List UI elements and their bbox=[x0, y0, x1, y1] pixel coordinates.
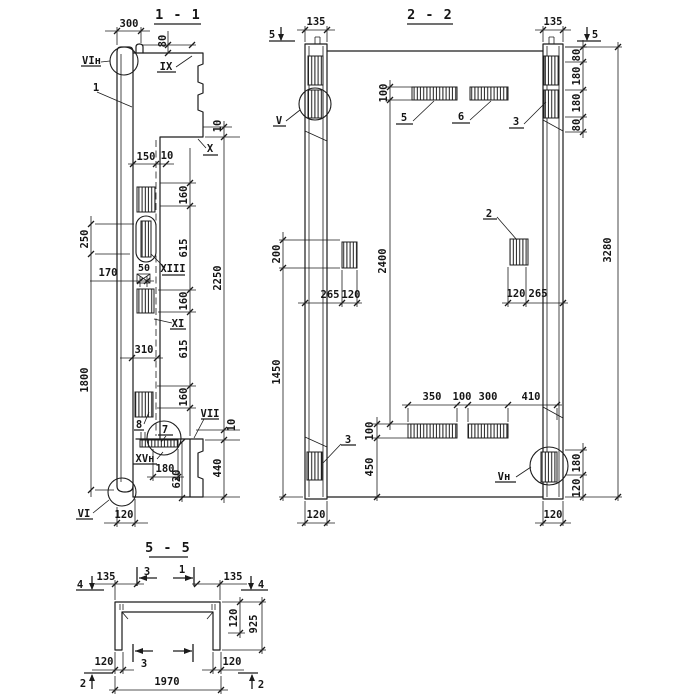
dim-line-120-265-right bbox=[502, 267, 568, 307]
cut-1-top-label: 1 bbox=[178, 564, 186, 576]
dim-300: 300 bbox=[119, 18, 139, 30]
embed-hatch-right-top-2 bbox=[544, 90, 559, 118]
dim-chain-100-450 bbox=[373, 417, 408, 501]
label-x: X bbox=[206, 143, 214, 155]
dim-100-bottom: 100 bbox=[364, 421, 376, 441]
dim-1800: 1800 bbox=[79, 367, 91, 393]
label-xi: XI bbox=[171, 318, 185, 330]
dim-chain-350-100-300-410 bbox=[402, 405, 562, 422]
embed-strip-bottom-2 bbox=[468, 424, 508, 438]
dim-615-b: 615 bbox=[178, 339, 190, 359]
detail-circle-vi-n bbox=[110, 47, 138, 75]
dim-chain-left bbox=[91, 216, 134, 497]
dim-chain-right-inner bbox=[157, 148, 196, 436]
dim-160-b: 160 bbox=[178, 291, 190, 311]
dim-620: 620 bbox=[171, 469, 183, 489]
dim-3280: 3280 bbox=[602, 237, 614, 263]
section-1-1-title: 1 - 1 bbox=[155, 7, 201, 23]
dim-10-mid: 10 bbox=[226, 418, 238, 432]
cut-3-bottom-label: 3 bbox=[140, 658, 148, 670]
dim-410: 410 bbox=[521, 391, 541, 403]
dim-135-left: 135 bbox=[96, 571, 116, 583]
embed-strip-bottom-1 bbox=[408, 424, 457, 438]
dim-50: 50 bbox=[137, 263, 151, 274]
dim-ticks bbox=[112, 581, 265, 693]
label-pos-8: 8 bbox=[135, 419, 143, 431]
dim-1970: 1970 bbox=[154, 676, 180, 688]
channel-outline bbox=[115, 602, 220, 650]
label-xv-n: XVн bbox=[135, 453, 155, 465]
lifting-tab bbox=[136, 44, 143, 53]
embed-hatch-left-top-2 bbox=[308, 90, 323, 118]
dim-440: 440 bbox=[212, 458, 224, 478]
dim-135-right: 135 bbox=[543, 16, 563, 28]
dim-265-left: 265 bbox=[320, 289, 340, 301]
dim-180: 180 bbox=[155, 463, 175, 475]
dim-135-right: 135 bbox=[223, 571, 243, 583]
dim-80-a: 80 bbox=[571, 48, 583, 62]
cut-marker-5-lines bbox=[269, 27, 601, 41]
dim-180-b: 180 bbox=[571, 93, 583, 113]
label-vi-n: VIн bbox=[82, 55, 101, 67]
dim-120: 120 bbox=[114, 509, 134, 521]
dim-100-mid: 100 bbox=[452, 391, 472, 403]
dim-200: 200 bbox=[271, 244, 283, 264]
dim-925: 925 bbox=[248, 614, 260, 634]
label-pos-7: 7 bbox=[161, 424, 169, 436]
dim-120-br: 120 bbox=[543, 509, 563, 521]
dim-2400: 2400 bbox=[377, 248, 389, 274]
section-2-2-view bbox=[269, 7, 622, 526]
label-v-n: Vн bbox=[497, 471, 511, 483]
cut-2-right-label: 2 bbox=[257, 679, 265, 691]
embed-plate-hatch bbox=[137, 289, 154, 313]
dim-120-top: 120 bbox=[228, 608, 240, 628]
dim-120-rb: 120 bbox=[571, 478, 583, 498]
dim-2250: 2250 bbox=[212, 265, 224, 291]
dim-615-a: 615 bbox=[178, 238, 190, 258]
dim-265-right: 265 bbox=[528, 288, 548, 300]
label-vii: VII bbox=[200, 408, 220, 420]
dim-180-rb: 180 bbox=[571, 453, 583, 473]
dim-180-a: 180 bbox=[571, 66, 583, 86]
cut-4-left-label: 4 bbox=[76, 579, 84, 591]
label-pos-5: 5 bbox=[400, 112, 408, 124]
dim-150: 150 bbox=[136, 151, 156, 163]
oval-recess-hatch bbox=[141, 221, 151, 257]
dim-120-bl: 120 bbox=[94, 656, 114, 668]
section-1-1-view bbox=[76, 7, 240, 527]
section-5-5-title: 5 - 5 bbox=[145, 540, 191, 556]
embed-plate-hatch bbox=[135, 392, 153, 417]
embed-hatch-right-top-1 bbox=[544, 56, 559, 85]
embed-hatch-left-top-1 bbox=[308, 56, 323, 85]
dim-120-right: 120 bbox=[506, 288, 526, 300]
dim-250: 250 bbox=[79, 229, 91, 249]
section-2-2-title: 2 - 2 bbox=[407, 7, 453, 23]
cut-2-left-label: 2 bbox=[79, 678, 87, 690]
panel-bottom-cap bbox=[117, 486, 133, 492]
dim-135-left: 135 bbox=[306, 16, 326, 28]
dim-10-top: 10 bbox=[212, 119, 224, 133]
dim-lines-135 bbox=[95, 580, 247, 600]
label-pos-2: 2 bbox=[485, 208, 493, 220]
ledge-plate-hatch bbox=[140, 440, 178, 447]
dim-450: 450 bbox=[364, 457, 376, 477]
embed-block-mid-left bbox=[342, 242, 357, 268]
dim-10-inner: 10 bbox=[160, 150, 174, 162]
embed-hatch-right-bottom bbox=[541, 452, 557, 482]
section-5-5-view bbox=[76, 540, 268, 694]
panel-edge-lines bbox=[117, 52, 133, 491]
dim-300: 300 bbox=[478, 391, 498, 403]
label-pos-3-bottom: 3 bbox=[344, 434, 352, 446]
dim-80-b: 80 bbox=[571, 118, 583, 132]
cut-3-top-label: 3 bbox=[143, 566, 151, 578]
dim-120-br: 120 bbox=[222, 656, 242, 668]
embed-strip-6 bbox=[470, 87, 508, 100]
dim-lines-135 bbox=[297, 26, 571, 42]
dim-80: 80 bbox=[157, 34, 169, 48]
label-vi: VI bbox=[77, 508, 91, 520]
cut-5-right-label: 5 bbox=[591, 29, 599, 41]
dim-160-c: 160 bbox=[178, 387, 190, 407]
dim-lines-120-bottom bbox=[297, 501, 571, 526]
dim-120-bl: 120 bbox=[306, 509, 326, 521]
embed-strip-5 bbox=[412, 87, 457, 100]
dim-line-80 bbox=[143, 31, 196, 53]
dim-310: 310 bbox=[134, 344, 154, 356]
label-ix: IX bbox=[159, 61, 173, 73]
embed-hatch-left-bottom bbox=[307, 452, 322, 480]
embed-plate-hatch bbox=[137, 187, 155, 212]
label-v: V bbox=[275, 115, 283, 127]
label-pos-6: 6 bbox=[457, 111, 465, 123]
dim-160-a: 160 bbox=[178, 185, 190, 205]
dim-170: 170 bbox=[98, 267, 118, 279]
dim-120-left: 120 bbox=[341, 289, 361, 301]
label-xiii: XIII bbox=[160, 263, 186, 275]
dim-100-top: 100 bbox=[378, 83, 390, 103]
ledge-upstand bbox=[141, 432, 145, 439]
cut-4-right-label: 4 bbox=[257, 579, 265, 591]
dim-350: 350 bbox=[422, 391, 442, 403]
embed-block-mid-right bbox=[510, 239, 528, 265]
label-pos-1: 1 bbox=[92, 82, 100, 94]
dim-1450: 1450 bbox=[271, 359, 283, 385]
label-pos-3-top: 3 bbox=[512, 116, 520, 128]
cut-5-left-label: 5 bbox=[268, 29, 276, 41]
